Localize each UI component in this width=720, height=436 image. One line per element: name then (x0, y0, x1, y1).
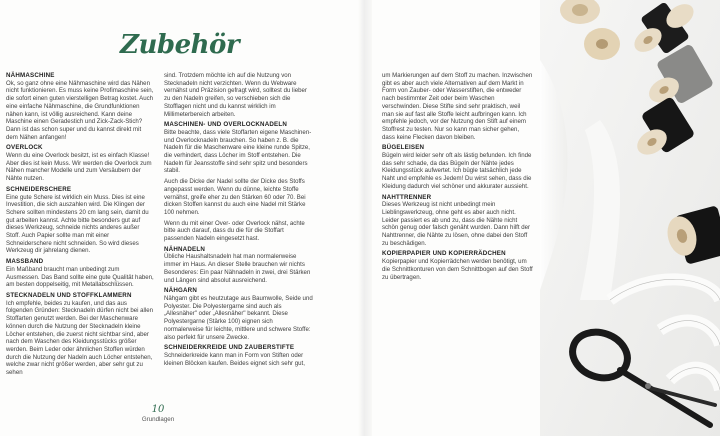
text-column-2 (164, 72, 314, 370)
section-maschinennadeln (164, 121, 314, 243)
text-column-1 (6, 72, 154, 380)
section-label: Grundlagen (141, 416, 175, 423)
text-naehnadeln: Übliche Haushaltsnadeln hat man normalerweise immer im Haus. An dieser Stelle brauchen wir nichts Besonderes: Ein paar Nähnadeln in zwei, drei Stärken und Längen sind absolut ausreichend. (164, 253, 311, 284)
text-massband: Ein Maßband braucht man unbedingt zum Ausmessen. Das Band sollte eine gute Qualität haben, am besten doppelseitig, mit Metallabschlüssen. (6, 265, 154, 289)
heading-nahttrenner: NAHTTRENNER (382, 193, 432, 201)
heading-overlock: OVERLOCK (6, 144, 43, 152)
book-spine-shadow (358, 0, 372, 436)
page-number: 10 (151, 404, 165, 415)
text-naehgarn: Nähgarn gibt es heutzutage aus Baumwolle, Seide und Polyester. Die Polyestergarne sind auch als „Allesnäher" oder „Allesnäher" bekannt. Diese Polyestergarne (Stärke 100) eignen sich normalerweise für leichte, mittlere und schwere Stoffe: also perfekt für unsere Zwecke. (164, 294, 313, 341)
page-footer (136, 404, 180, 423)
heading-schneiderschere: SCHNEIDERSCHERE (6, 185, 72, 193)
page-title: Zubehör (120, 30, 240, 60)
text-maschinennadeln-3: Wenn du mit einer Over- oder Overlock nähst, achte bitte auch darauf, dass du die für die Stoffart passenden Nadeln eingesetzt hast. (164, 219, 305, 243)
heading-schneiderkreide: SCHNEIDERKREIDE UND ZAUBERSTIFTE (164, 344, 295, 352)
text-schneiderkreide-continued: um Markierungen auf dem Stoff zu machen. Inzwischen gibt es aber auch viele Alternativen auf dem Markt in Form von Zauber- oder Wasserstiften, die entweder nach bestimmter Zeit oder beim Waschen verschwinden. Diese Stifte sind sehr praktisch, weil man sie auf fast alle Stoffe leicht aufbringen kann. Ich empfehle jedoch, vor der Nutzung den Stift auf einem Stoffrest zu testen. Nur so kann man sicher gehen, dass keine Flecken davon bleiben. (382, 72, 533, 141)
sewing-supplies-photo (540, 0, 720, 436)
text-overlock: Wenn du eine Overlock besitzt, ist es einfach Klasse! Aber dies ist kein Muss. Wir werden die Overlock zum Nähen mancher Modelle und zum Versäubern der Nähte nutzen. (6, 152, 152, 183)
text-schneiderschere: Eine gute Schere ist wirklich ein Muss. Dies ist eine Investition, die sich auszahlen wird. Die Klingen der Schere sollten mindestens 20 cm lang sein, damit du gut arbeiten kannst. Achte bitte besonders gut auf dieses Werkzeug, schneide nichts anderes außer Stoff. Auch Papier sollte man mit einer Schneiderschere nicht schneiden. So wird dieses Werkzeug dir jahrelang dienen. (6, 193, 149, 255)
text-kopierpapier: Kopierpapier und Kopierrädchen werden benötigt, um die Schnittkonturen von dem Schnittbogen auf den Stoff zu übertragen. (382, 258, 533, 281)
heading-massband: MASSBAND (6, 258, 44, 266)
heading-kopierpapier: KOPIERPAPIER UND KOPIERRÄDCHEN (382, 250, 506, 258)
section-stecknadeln (6, 292, 154, 377)
text-buegeleisen: Bügeln wird leider sehr oft als lästig befunden. Ich finde das sehr schade, da das Bügeln der Nähte jedes Kleidungsstück aufwertet. Ich bügle tatsächlich jede Naht und empfehle es Jedem! Du wirst sehen, dass die Kleidung dadurch viel schöner und akkurater aussieht. (382, 152, 532, 190)
heading-maschinennadeln: MASCHINEN- UND OVERLOCKNADELN (164, 121, 288, 129)
section-naehmaschine (6, 72, 154, 141)
text-nahttrenner: Dieses Werkzeug ist nicht unbedingt mein Lieblingswerkzeug, ohne geht es aber auch nicht. Leider passiert es ab und zu, dass die Nähte nicht schön genug oder falsch genäht wurden. Dann hilft der Nahttrenner, die Nähte zu lösen, ohne dabei den Stoff zu beschädigen. (382, 201, 531, 247)
section-naehgarn (164, 287, 314, 341)
section-kopierpapier (382, 250, 533, 281)
section-schneiderkreide (164, 344, 314, 367)
heading-naehgarn: NÄHGARN (164, 287, 198, 295)
text-schneiderkreide: Schneiderkreide kann man in Form von Stiften oder kleinen Blöcken kaufen. Beides eignet sich sehr gut, (164, 351, 305, 367)
section-nahttrenner (382, 194, 533, 248)
section-naehnadeln (164, 246, 314, 285)
section-massband (6, 258, 154, 289)
text-maschinennadeln-2: Auch die Dicke der Nadel sollte der Dicke des Stoffs angepasst werden. Wenn du dünne, leichte Stoffe vernähst, greife eher zu den Stärken 60 oder 70. Bei dicken Stoffen kannst du auch eine Nadel mit Stärke 100 nehmen. (164, 178, 306, 216)
heading-naehmaschine: NÄHMASCHINE (6, 72, 55, 79)
heading-naehnadeln: NÄHNADELN (164, 245, 205, 253)
text-naehmaschine: Ok, so ganz ohne eine Nähmaschine wird das Nähen nicht funktionieren. Es muss keine Profimaschine sein, die sofort einen guten vierstelligen Betrag kostet. Auch eine einfache Nähmaschine, die Grundfunktionen nähen kann, ist völlig ausreichend. Kann deine Maschine einen Geradestich und Zick-Zack-Stich? Dann ist das schon super und du kannst direkt mit dem Nähen anfangen! (6, 79, 154, 141)
heading-buegeleisen: BÜGELEISEN (382, 144, 425, 152)
text-stecknadeln: Ich empfehle, beides zu kaufen, und das aus folgenden Gründen: Stecknadeln dürfen nicht bei allen Stoffarten genutzt werden. Bei der Maschenware können durch die Nutzung der Stecknadeln kleine Löcher entstehen, die zuerst nicht sichtbar sind, aber nach dem Waschen des Kleidungsstücks größer werden. Beim Leder oder ähnlichen Stoffen würden durch die Nutzung der Nadeln auch Löcher entstehen, welche zwar nicht größer werden, aber sehr gut zu sehen (6, 299, 154, 377)
text-maschinennadeln: Bitte beachte, dass viele Stoffarten eigene Maschinen- und Overlocknadeln brauchen. So haben z. B. die Nadeln für die Maschenware eine kleine runde Spitze, die verhindert, dass Löcher im Stoff entstehen. Die Nadeln für Jeansstoffe sind sehr spitz und besonders stabil. (164, 128, 312, 175)
section-overlock (6, 144, 154, 183)
heading-stecknadeln: STECKNADELN UND STOFFKLAMMERN (6, 291, 132, 299)
section-schneiderschere (6, 186, 154, 255)
text-stecknadeln-continued: sind. Trotzdem möchte ich auf die Nutzung von Stecknadeln nicht verzichten. Wenn du Webware vernähst und Präzision gefragt wird, solltest du lieber zu den Nadeln greifen, so verschieben sich die Stofflagen nicht und du kannst wirklich im Millimeterbereich arbeiten. (164, 72, 307, 118)
section-buegeleisen (382, 144, 533, 190)
text-column-3 (382, 72, 533, 284)
